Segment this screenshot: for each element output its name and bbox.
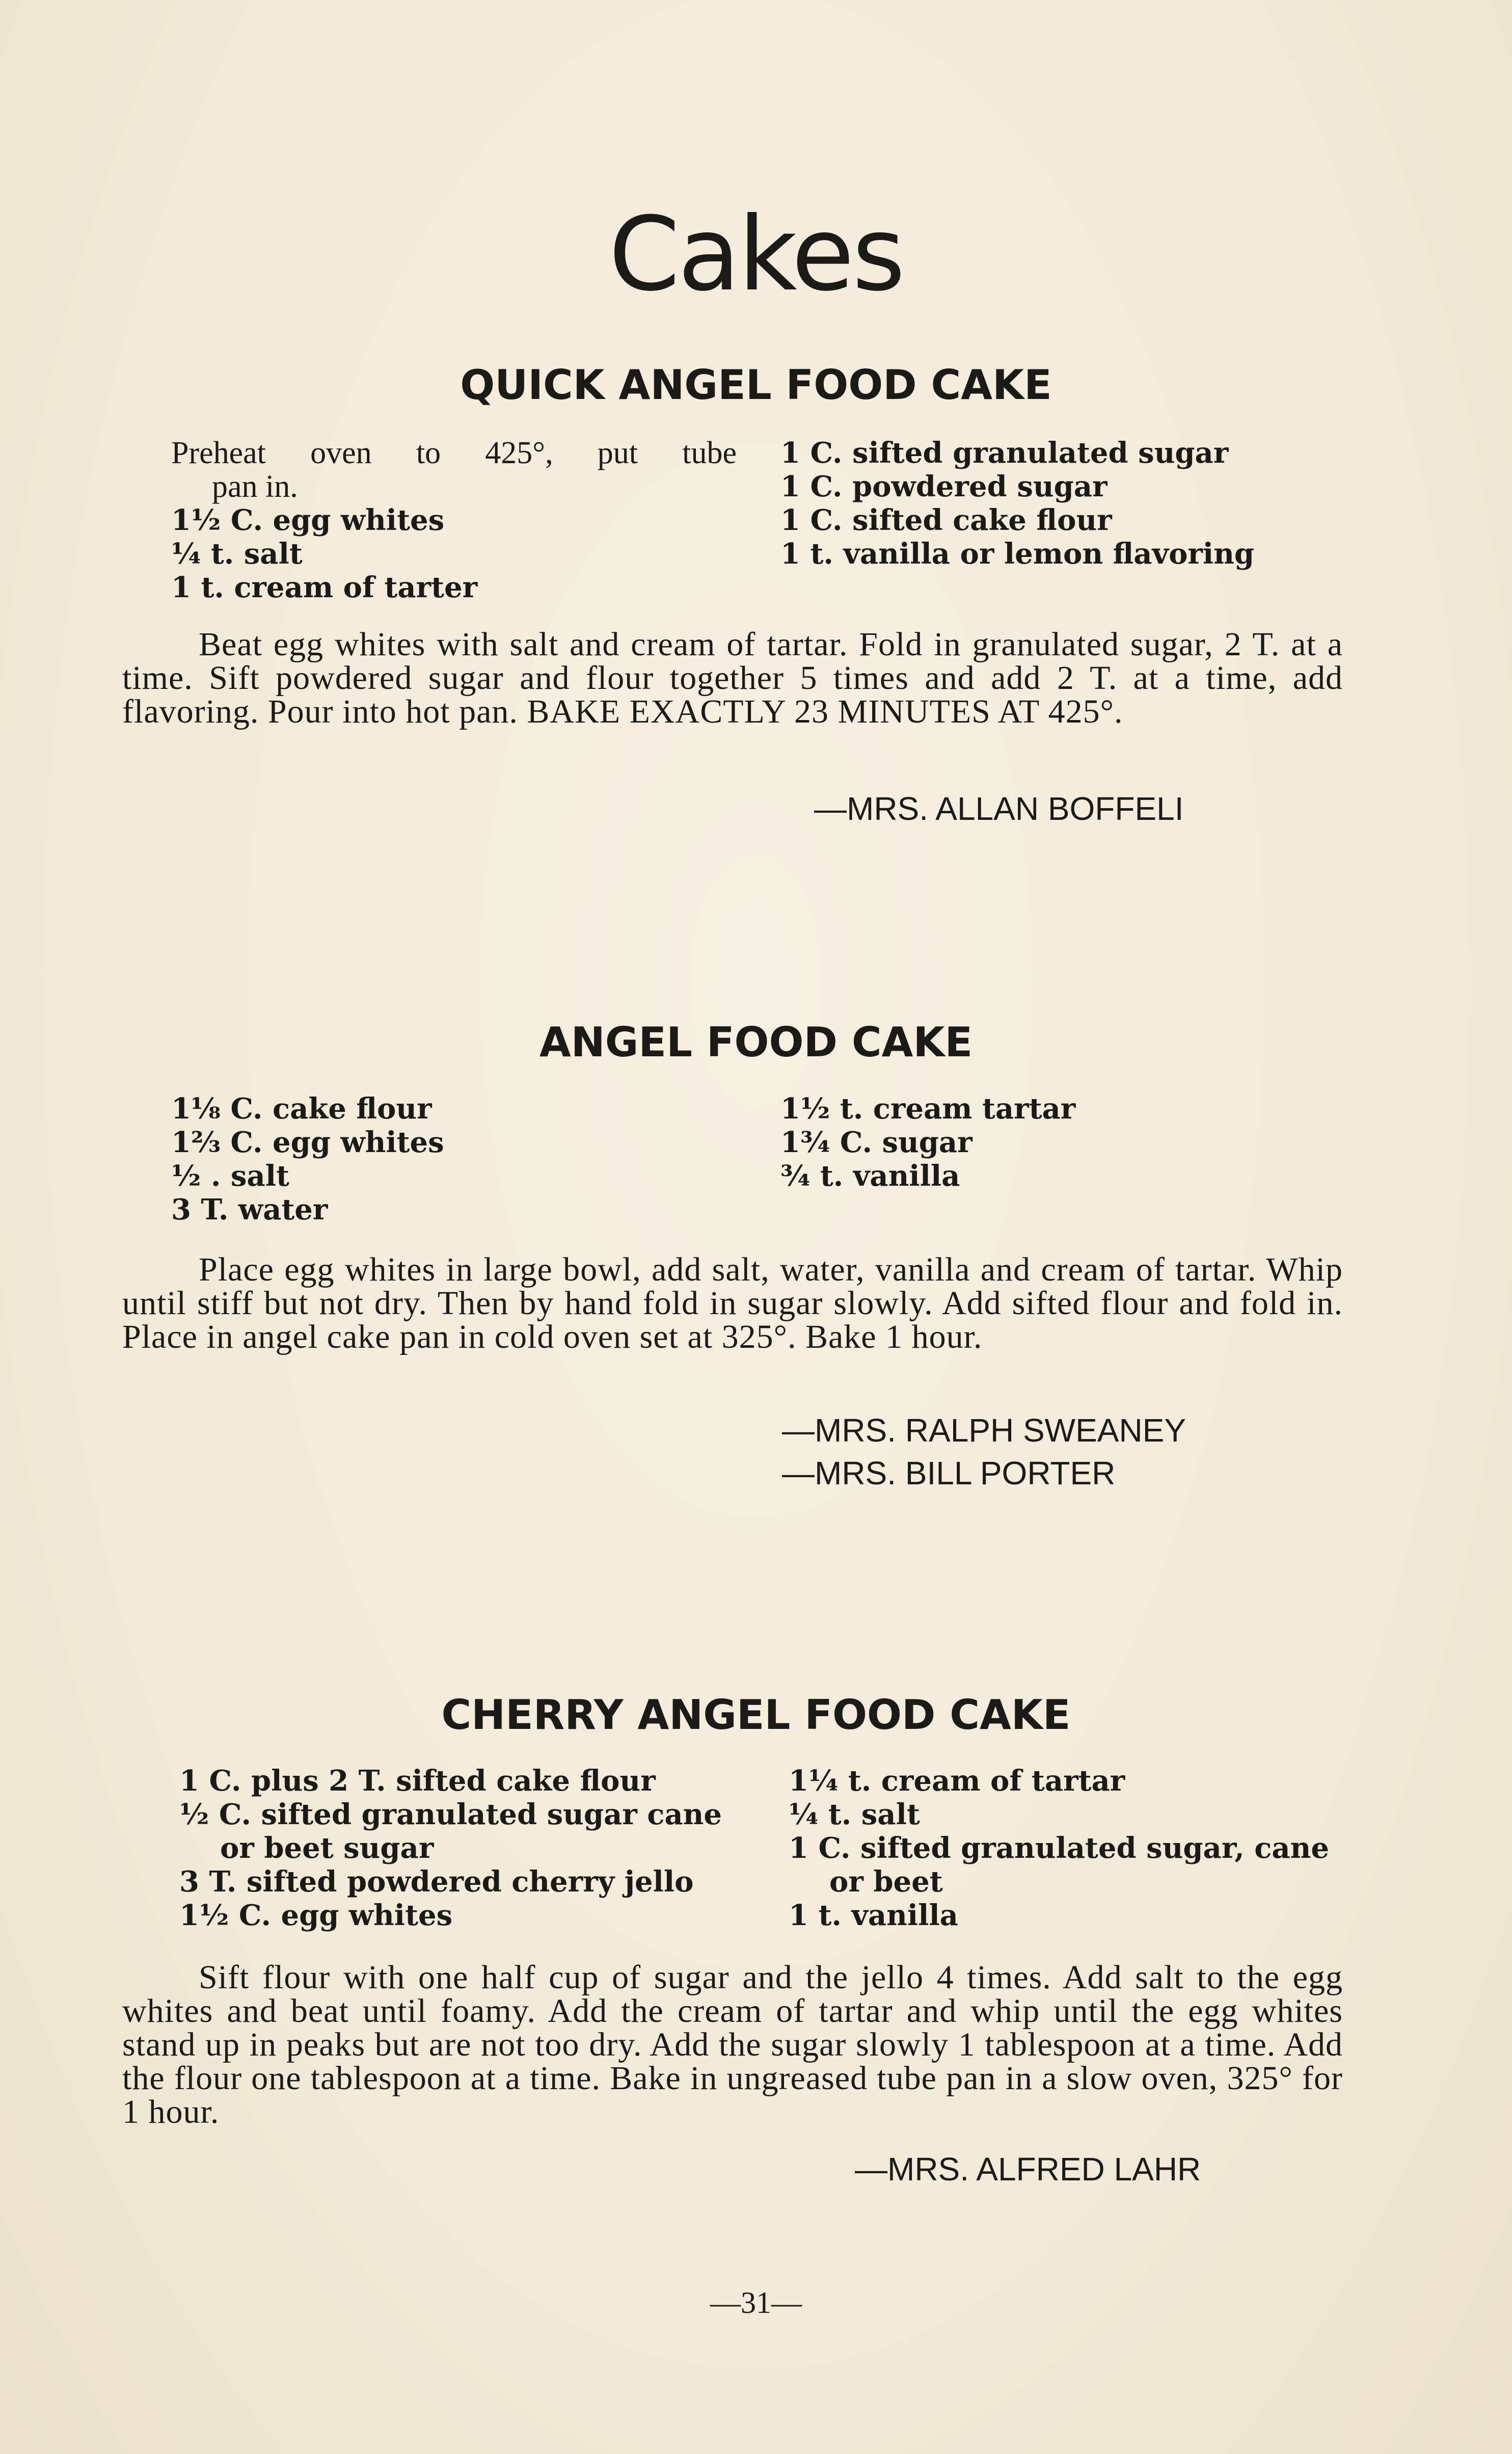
ingredient-line: Preheat oven to 425°, put tube xyxy=(171,436,737,470)
page-title: Cakes xyxy=(608,195,904,314)
ingredient-line: 3 T. water xyxy=(171,1193,328,1226)
ingredient-line: or beet xyxy=(829,1865,943,1899)
ingredient-line: 1 C. plus 2 T. sifted cake flour xyxy=(179,1764,656,1798)
ingredient-line: pan in. xyxy=(212,469,298,504)
ingredient-line: 1¾ C. sugar xyxy=(780,1126,973,1159)
page-number: —31— xyxy=(710,2286,802,2319)
ingredient-line: 1 C. sifted granulated sugar, cane xyxy=(789,1831,1329,1865)
ingredient-line: 1½ C. egg whites xyxy=(171,503,445,537)
contributor-cherry-angel-food-cake-1: —MRS. ALFRED LAHR xyxy=(855,2151,1201,2188)
ingredient-line: 1⅛ C. cake flour xyxy=(171,1092,432,1126)
directions-cherry-angel-food-cake: Sift flour with one half cup of sugar and the jello 4 times. Add salt to the egg whites and beat until foamy. Add the cream of tartar and whip until the egg whites stand up in peaks but are not too dry. Add the sugar slowly 1 tablespoon at a time. Add the flour one tablespoon at a time. Bake in ungreased tube pan in a slow oven, 325° for 1 hour. xyxy=(122,1959,1343,2130)
ingredient-line: 1½ t. cream tartar xyxy=(780,1092,1076,1126)
ingredient-line: 3 T. sifted powdered cherry jello xyxy=(179,1865,694,1899)
directions-angel-food-cake: Place egg whites in large bowl, add salt, water, vanilla and cream of tartar. Whip until stiff but not dry. Then by hand fold in sugar slowly. Add sifted flour and fold in. Place in angel cake pan in cold oven set at 325°. Bake 1 hour. xyxy=(122,1251,1343,1355)
ingredient-line: ¾ t. vanilla xyxy=(780,1159,960,1193)
ingredient-line: 1½ C. egg whites xyxy=(179,1899,453,1932)
contributor-quick-angel-food-cake-1: —MRS. ALLAN BOFFELI xyxy=(814,790,1184,827)
ingredient-line: ¼ t. salt xyxy=(789,1798,920,1831)
ingredient-line: or beet sugar xyxy=(220,1831,434,1865)
ingredient-line: ½ C. sifted granulated sugar cane xyxy=(179,1798,722,1831)
ingredients-right-angel-food-cake xyxy=(780,1092,1075,1193)
ingredient-line: 1¼ t. cream of tartar xyxy=(789,1764,1125,1798)
ingredient-line: ½ . salt xyxy=(171,1159,289,1193)
recipe-title-angel-food-cake: ANGEL FOOD CAKE xyxy=(539,1019,973,1066)
ingredient-line: ¼ t. salt xyxy=(171,537,303,571)
ingredient-line: 1⅔ C. egg whites xyxy=(171,1126,444,1159)
ingredients-left-cherry-angel-food-cake xyxy=(179,1764,722,1932)
ingredient-line: 1 C. powdered sugar xyxy=(780,470,1108,503)
ingredient-line: 1 C. sifted cake flour xyxy=(780,503,1112,537)
ingredients-left-quick-angel-food-cake xyxy=(171,436,737,604)
ingredient-line: 1 t. cream of tarter xyxy=(171,571,478,604)
directions-quick-angel-food-cake: Beat egg whites with salt and cream of tartar. Fold in granulated sugar, 2 T. at a time. Sift powdered sugar and flour together 5 times and add 2 T. at a time, add flavoring. Pour into hot pan. BAKE EXACTLY 23 MINUTES AT 425°. xyxy=(122,626,1343,730)
ingredients-left-angel-food-cake xyxy=(171,1092,444,1226)
ingredient-line: 1 t. vanilla xyxy=(789,1899,958,1932)
ingredients-right-quick-angel-food-cake xyxy=(780,436,1254,571)
contributor-angel-food-cake-1: —MRS. RALPH SWEANEY xyxy=(782,1412,1186,1449)
recipe-title-cherry-angel-food-cake: CHERRY ANGEL FOOD CAKE xyxy=(441,1691,1071,1739)
recipe-title-quick-angel-food-cake: QUICK ANGEL FOOD CAKE xyxy=(460,361,1052,409)
ingredients-right-cherry-angel-food-cake xyxy=(789,1764,1329,1932)
contributor-angel-food-cake-2: —MRS. BILL PORTER xyxy=(782,1455,1116,1491)
ingredient-line: 1 C. sifted granulated sugar xyxy=(780,436,1229,470)
ingredient-line: 1 t. vanilla or lemon flavoring xyxy=(780,537,1255,571)
